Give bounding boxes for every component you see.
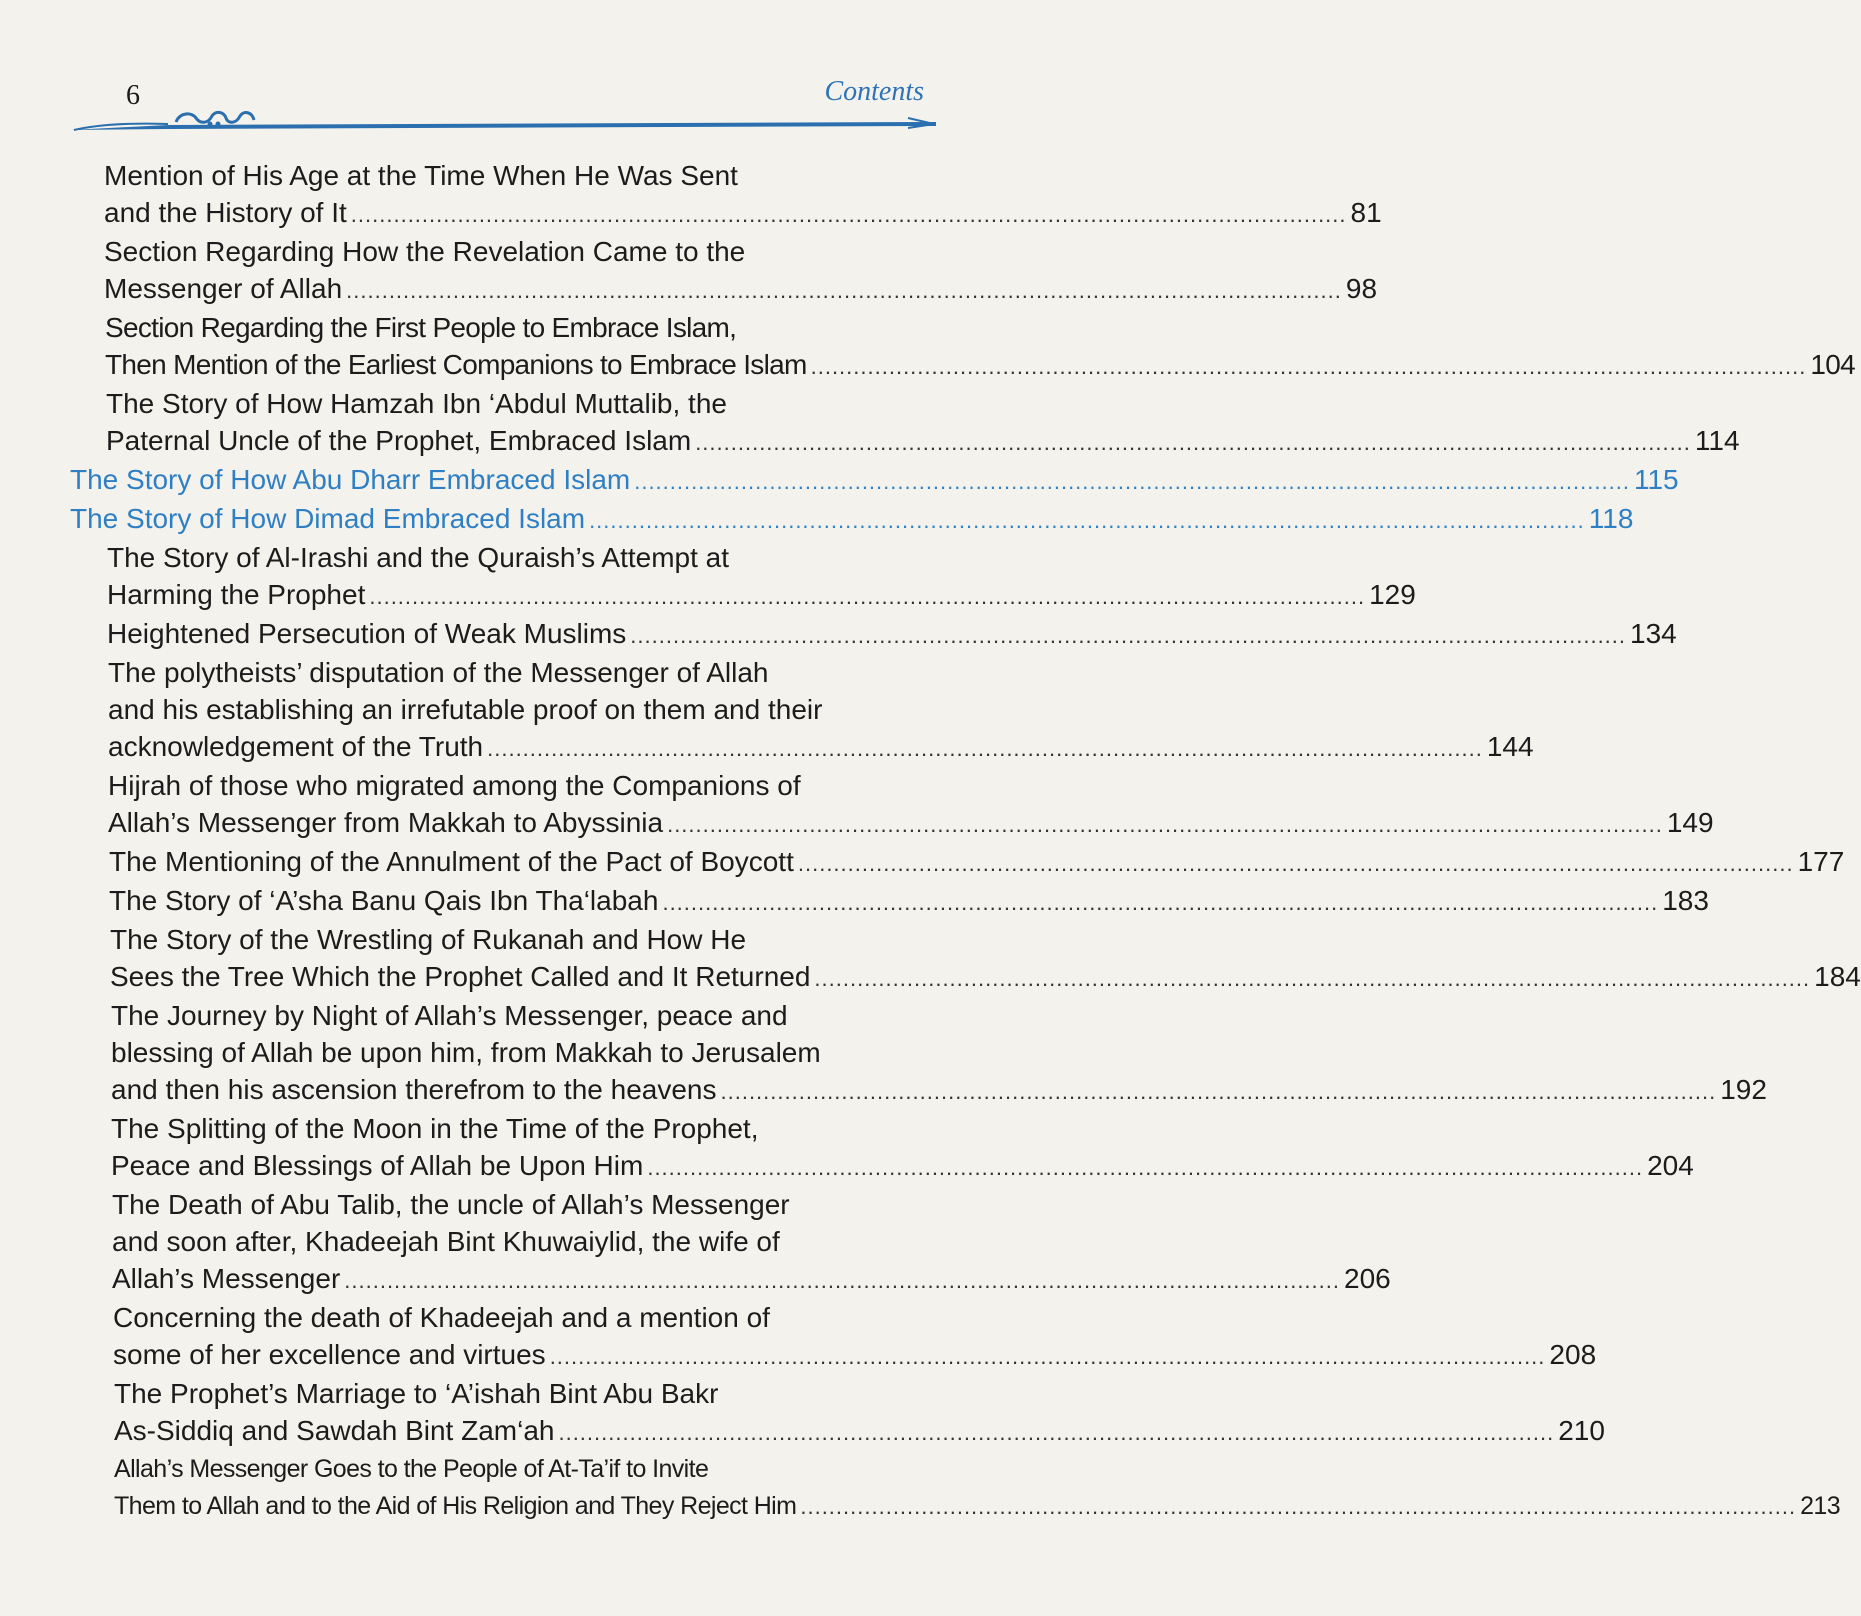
toc-entry-title-end: The Mentioning of the Annulment of the Pact of Boycott	[109, 846, 794, 877]
toc-entry[interactable]	[109, 843, 1845, 882]
toc-entry-line: The Death of Abu Talib, the uncle of Allah’s Messenger	[112, 1189, 790, 1220]
page-reference: 204	[1647, 1150, 1694, 1181]
dot-leader: ............................................................................................................................................	[369, 584, 1366, 609]
running-head: Contents	[824, 76, 924, 107]
toc-entry-final-line	[108, 728, 1534, 767]
toc-entry-final-line	[70, 461, 1679, 500]
toc-entry-title-end: Harming the Prophet	[107, 579, 366, 610]
toc-entry[interactable]	[107, 615, 1677, 654]
toc-entry-final-line	[110, 958, 1861, 997]
toc-entry-line: The Story of Al-Irashi and the Quraish’s Attempt at	[107, 542, 730, 573]
toc-entry-line: The Journey by Night of Allah’s Messenger, peace and	[111, 1000, 788, 1031]
dot-leader: ............................................................................................................................................	[350, 202, 1347, 227]
dot-leader: ............................................................................................................................................	[589, 508, 1585, 533]
toc-entry[interactable]	[109, 882, 1709, 921]
toc-entry-final-line	[109, 843, 1845, 882]
toc-entry-title-end: The Story of How Abu Dharr Embraced Islam	[70, 464, 631, 495]
toc-entry-title-end: As-Siddiq and Sawdah Bint Zam‘ah	[114, 1415, 555, 1446]
toc-entry-line: Section Regarding How the Revelation Came to the	[104, 236, 746, 267]
dot-leader: ............................................................................................................................................	[720, 1079, 1717, 1104]
toc-entry[interactable]	[106, 385, 1740, 461]
toc-entry-title-end: and then his ascension therefrom to the heavens	[111, 1074, 717, 1105]
toc-entry[interactable]	[108, 654, 1534, 767]
toc-entry-line: The Story of the Wrestling of Rukanah and How He	[110, 924, 747, 955]
ornamental-header-rule	[68, 108, 938, 138]
toc-entry-final-line	[104, 270, 1378, 309]
dot-leader: ............................................................................................................................................	[634, 469, 1630, 494]
toc-entry-title-end: The Story of How Dimad Embraced Islam	[70, 503, 586, 534]
page-reference: 134	[1630, 618, 1677, 649]
toc-entry-final-line	[109, 882, 1709, 921]
toc-entry[interactable]	[111, 1110, 1694, 1186]
toc-entry-title-end: Sees the Tree Which the Prophet Called and It Returned	[110, 961, 811, 992]
dot-leader: ............................................................................................................................................	[814, 966, 1811, 991]
page-reference: 210	[1558, 1415, 1605, 1446]
toc-entry-title-end: some of her excellence and virtues	[113, 1339, 546, 1370]
dot-leader: ............................................................................................................................................	[797, 851, 1794, 876]
page-reference: 192	[1720, 1074, 1767, 1105]
toc-entry-final-line	[114, 1488, 1841, 1525]
page-reference: 104	[1810, 349, 1855, 380]
page-reference: 184	[1814, 961, 1861, 992]
toc-entry-line: blessing of Allah be upon him, from Makkah to Jerusalem	[111, 1037, 821, 1068]
toc-entry-title-end: Peace and Blessings of Allah be Upon Him	[111, 1150, 644, 1181]
toc-entry-title-end: Then Mention of the Earliest Companions to Embrace Islam	[105, 349, 807, 380]
toc-entry-line: Hijrah of those who migrated among the Companions of	[108, 770, 801, 801]
toc-entry-title-end: Allah’s Messenger	[112, 1263, 341, 1294]
dot-leader: ............................................................................................................................................	[487, 736, 1483, 761]
page-reference: 118	[1588, 503, 1634, 534]
page-reference: 81	[1350, 197, 1382, 228]
page-reference: 129	[1369, 579, 1416, 610]
toc-entry-line: The Story of How Hamzah Ibn ‘Abdul Muttalib, the	[106, 388, 727, 419]
dot-leader: ............................................................................................................................................	[662, 890, 1659, 915]
toc-entry-line: The polytheists’ disputation of the Messenger of Allah	[108, 657, 769, 688]
toc-entry-line: Concerning the death of Khadeejah and a mention of	[113, 1302, 770, 1333]
page-reference: 183	[1662, 885, 1709, 916]
toc-entry-line: Mention of His Age at the Time When He Was Sent	[104, 160, 738, 191]
dot-leader: ............................................................................................................................................	[558, 1420, 1555, 1445]
toc-entry-title-end: Messenger of Allah	[104, 273, 343, 304]
toc-entry-final-line	[107, 615, 1677, 654]
dot-leader: ............................................................................................................................................	[695, 430, 1691, 455]
page-reference: 149	[1666, 807, 1714, 838]
toc-entry-line: Section Regarding the First People to Embrace Islam,	[105, 312, 737, 343]
toc-entry[interactable]	[112, 1186, 1391, 1299]
toc-entry-final-line	[111, 1147, 1694, 1186]
toc-entry-line: and soon after, Khadeejah Bint Khuwaiylid, the wife of	[112, 1226, 780, 1257]
toc-entry-title-end: Them to Allah and to the Aid of His Religion and They Reject Him	[114, 1492, 797, 1520]
page-reference: 115	[1633, 464, 1679, 495]
toc-entry-final-line	[105, 346, 1855, 385]
toc-entry-title-end: acknowledgement of the Truth	[108, 731, 484, 762]
page-reference: 206	[1344, 1263, 1391, 1294]
toc-entry-title-end: Allah’s Messenger from Makkah to Abyssinia	[108, 807, 664, 838]
toc-entry-final-line	[104, 194, 1382, 233]
toc-entry[interactable]	[114, 1375, 1605, 1451]
dot-leader: ............................................................................................................................................	[667, 812, 1663, 837]
toc-entry[interactable]	[108, 767, 1714, 843]
toc-entry[interactable]	[114, 1451, 1841, 1525]
toc-entry[interactable]	[113, 1299, 1597, 1375]
toc-entry-title-end: and the History of It	[104, 197, 347, 228]
toc-entry[interactable]	[70, 500, 1634, 539]
toc-entry-final-line	[106, 422, 1740, 461]
toc-entry[interactable]	[110, 921, 1861, 997]
page-number: 6	[126, 80, 140, 111]
toc-entry[interactable]	[104, 233, 1378, 309]
dot-leader: ............................................................................................................................................	[549, 1344, 1546, 1369]
page-reference: 208	[1549, 1339, 1597, 1370]
toc-entry-final-line	[107, 576, 1416, 615]
page-reference: 98	[1345, 273, 1378, 304]
toc-entry[interactable]	[107, 539, 1416, 615]
toc-entry-title-end: The Story of ‘A’sha Banu Qais Ibn Tha‘labah	[109, 885, 659, 916]
toc-entry-line: The Prophet’s Marriage to ‘A’ishah Bint Abu Bakr	[114, 1378, 719, 1409]
toc-entry-final-line	[112, 1260, 1391, 1299]
dot-leader: ............................................................................................................................................	[344, 1268, 1340, 1293]
toc-entry-title-end: Heightened Persecution of Weak Muslims	[107, 618, 627, 649]
dot-leader: ............................................................................................................................................	[647, 1155, 1644, 1180]
dot-leader: ............................................................................................................................................	[810, 354, 1807, 379]
toc-entry[interactable]	[111, 997, 1767, 1110]
toc-entry[interactable]	[105, 309, 1855, 385]
toc-entry-final-line	[70, 500, 1634, 539]
dot-leader: ............................................................................................................................................	[346, 278, 1342, 303]
page-reference: 213	[1800, 1492, 1841, 1520]
toc-entry[interactable]	[70, 461, 1679, 500]
toc-entry-title-end: Paternal Uncle of the Prophet, Embraced Islam	[106, 425, 692, 456]
toc-entry-final-line	[111, 1071, 1767, 1110]
dot-leader: ............................................................................................................................................	[630, 623, 1627, 648]
toc-entry[interactable]	[104, 157, 1382, 233]
dot-leader: ............................................................................................................................................	[800, 1494, 1797, 1519]
toc-entry-final-line	[108, 804, 1714, 843]
toc-entry-final-line	[113, 1336, 1597, 1375]
toc-entry-final-line	[114, 1412, 1605, 1451]
toc-entry-line: Allah’s Messenger Goes to the People of At-Ta’if to Invite	[114, 1455, 709, 1483]
toc-entry-line: and his establishing an irrefutable proof on them and their	[108, 694, 823, 725]
toc-entry-line: The Splitting of the Moon in the Time of the Prophet,	[111, 1113, 759, 1144]
page-reference: 144	[1486, 731, 1534, 762]
page-reference: 177	[1797, 846, 1845, 877]
page-reference: 114	[1694, 425, 1740, 456]
table-of-contents	[0, 157, 1861, 1525]
